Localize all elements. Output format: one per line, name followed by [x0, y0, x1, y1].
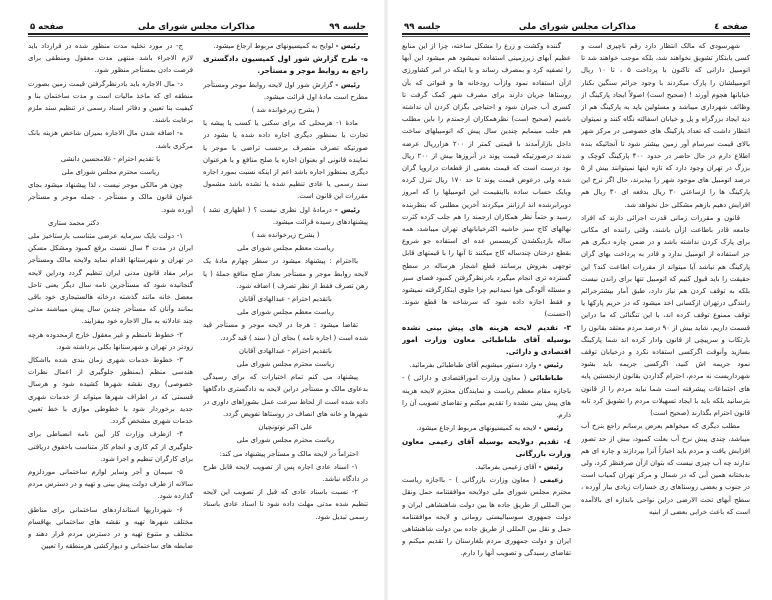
- speech-text: لایحه به کمیسیونهای مربوط ارجاع میشود.: [416, 424, 537, 433]
- body-paragraph: پیشنهاد می کنم تمام اختیارات که برای رسیدگی بدعاوی مالک و مستأجر دراین لایحه به دادگستری دادگاهها داده شده است از لحاظ سرعت عمل بشوراهای داوری در شهرها و خانه های انصاف در روستاها تفویض گردد.: [203, 373, 368, 418]
- centered-line: با تقدیم احترام - غلامحسین دانشی: [60, 154, 161, 163]
- body-paragraph: ۱- اسناد عادی اجاره پس از تصویب لایحه قابل طرح در دادگاه نباشد.: [203, 462, 368, 483]
- speaker-paragraph: [203, 204, 368, 228]
- running-title: مذاکرات مجلس شورای ملی: [518, 22, 637, 32]
- speaker-name: رئیس -: [538, 462, 563, 471]
- body-paragraph: مادهٔ ۱- هرمحلی که برای سکنی یا کسب یا پیشه یا تجارت یا بمنظور دیگری اجاره داده شده یا بشود در صورتیکه تصرف متصرف برحسب تراضی با موجر یا نماینده قانونی او بعنوان اجاره یا صلح منافع و یا هرعنوان دیگری بمنظور اجاره باشد اعم از اینکه نسبت بمورد اجاره سند رسمی یا عادی تنظیم شده یا نشده باشد مشمول مقررات این قانون است.: [203, 119, 368, 201]
- body-paragraph: ۵- سیمان و آجر وسایر لوازم ساختمانی موردلزوم سالانه از طرف دولت پیش بینی و تهیه و در دسترس مردم گذارده شود.: [28, 467, 193, 501]
- body-paragraph: مطلب دیگری که میخواهم بعرض برسانم راجع بنرخ آب میباشد، چندی پیش نرخ آب بعلت کمبود، بیش از حد تصور افزایش یافت و مردم باید اجباراً آنرا بپردازند و چاره ای هم ندارند چه آب چیزی نیست که بتوان ازآن صرفنظر کرد، ولی بدبختانه همین آبی که در شمال و مرکز تهران کمیاب است در جنوب و بعضی روستاهای ری خسارات زیادی ببار آورده ، سطح آبهای تحت الارضی دراین نواحی باندازه ای بالاآمده است که باعث خرابی بعضی از ابنیه: [581, 422, 750, 516]
- centered-line: ( بشرح زیرخوانده شد ): [251, 106, 320, 115]
- text-columns: [28, 40, 368, 592]
- centered-line: ریاست محترم مجلس شورای ملی: [236, 436, 335, 445]
- body-paragraph: ه- اضافه شدن مال الاجاره بمیزان شاخص هزینه بانک مرکزی باشد.: [28, 129, 193, 150]
- centered-line: ریاست محترم مجلس شورای ملی: [61, 168, 160, 177]
- centered-line: علی اکبر توتونچیان: [258, 423, 313, 432]
- text-columns: [402, 40, 750, 592]
- speaker-paragraph: [402, 474, 571, 559]
- page-header: [30, 18, 366, 32]
- body-paragraph: ۲- خطوط نامنظم و غیر معقول خارج ازمحدوده هرچه زودتر در تهران و شهرستانها بکلی برداشته شود.: [28, 330, 193, 351]
- running-title: مذاکرات مجلس شورای ملی: [137, 22, 256, 32]
- centered-line: ریاست معظم مجلس شورای ملی: [237, 244, 334, 253]
- body-paragraph: د- مال الاجاره باید بادرنظرگرفتن قیمت زمین بصورت منطقه ای که ماخذ مالیات است و مدت ساختمان بنا و کیفیت بنا تعیین و دفاتر اسناد رسمی در تنظیم سند ملزم برعایت باشند.: [28, 79, 193, 125]
- speaker-name: زعیمی: [539, 476, 563, 485]
- centered-line: باتقدیم احترام - عبدالهادی آقابان: [239, 295, 332, 304]
- page-gutter: [384, 0, 388, 600]
- speaker-paragraph: [402, 461, 571, 473]
- speaker-name: طباطبائی: [529, 374, 563, 383]
- speaker-name: رئیس -: [538, 361, 563, 370]
- speaker-paragraph: [402, 372, 571, 421]
- centered-line: باتقدیم احترام - عبدالهادی آقابان: [239, 346, 332, 355]
- body-paragraph: احتراماً در لایحه مالک و مستأجر پیشنهاد می کند:: [219, 449, 358, 458]
- body-paragraph: ۴- ازطرف وزارت کار آیین نامه انضباطی برای جلوگیری از کم کاری و انجام کار متناسب باحقوق دریافتی برای کارگران تنظیم و اجرا شود.: [28, 430, 193, 463]
- page-number: صفحه ۵: [30, 22, 64, 32]
- speech-text: درمادهٔ اول نظری نیست ؟ ( اظهاری نشد ) پیشنهادهای رسیده قرائت میشود.: [203, 205, 368, 226]
- speaker-paragraph: [203, 40, 368, 52]
- page-number: صفحه ٤: [714, 22, 748, 32]
- centered-line: ریاست محترم مجلس شورای ملی: [236, 360, 335, 369]
- agenda-heading: ٤- تقدیم دولایحه بوسیله آقای زعیمی معاون وزارت بازرگانی: [402, 436, 571, 458]
- body-paragraph: ۳- خطوط خدمات شهری زمان بندی شده بااشکال هندسی منظم (بمنظور جلوگیری از اعمال نظرات خصوصی) روی نقشه شهرها کشیده شود و هرسال قسمتی که در اطراف شهرها میتواند از خدمات شهری جدید برخوردار شود با خطوطی موازی با خط تعیین خدمات شهری مشخص گردد.: [28, 356, 193, 426]
- speaker-paragraph: [402, 422, 571, 434]
- speech-text: وارد دستور میشویم آقای طباطبائی بفرمائید.: [409, 361, 537, 370]
- session-label: جلسه ۹۹: [329, 22, 366, 32]
- speaker-name: رئیس -: [334, 205, 360, 214]
- speech-text: ( معاون وزارت بازرگانی ) - بااجازه ریاست محترم مجلس شورای ملی دولایحه موافقتنامه حمل ونقل بین المللی از طریق جاده ها بین دولت شاهنشاهی ایران و دولت جمهوری سوسیالیستی رومانی و لایحه موافقتنامه حمل و نقل بین المللی از طریق جاده بین دولت شاهنشاهی ایران و دولت جمهوری مردم بلغارستان را تقدیم میکنم و تقاضای رسیدگی و تصویب آنها را دارم.: [402, 476, 571, 558]
- page-header: [404, 18, 748, 32]
- page-4: [386, 0, 772, 600]
- body-paragraph: قانون و مقررات زمانی قدرت اجرائی دارند که افراد جامعه قادر باطاعت ازآن باشند، وقتی راننده ای مکانی برای پارک کردن نداشته باشد و در ضمن چاره دیگری هم جز استفاده از اتومبیل ندارد و قادر به پرداخت بهای گران پارکینگ هم نباشد آیا میتواند از مقررات اطاعت کند؟ این حقیقت را باید قبول کنیم که اتومبیل تنها برای راندن نیست بلکه به توقف کردن هم نیاز دارد، طبق آمار بیشترجرائم رانندگی درتهران ازکسانی اخذ میشود که در حریم پارکها یا توقف ممنوع توقف کرده اند، با این تنگنائی که ما دراین قسمت داریم، شاید بیش از ۹۰ درصد مردم معتقد بقانون را بارتکاب و سرپیچی از قانون وادار کرده اند شما پارکینگ بسازید وآنوقت اگرکسی استفاده نکرد و درخیابان توقف نمود جریمه اش کنید، اگرکسی جریمه باید بشود شهرداریست نه مردم، احترام گذاردن بقانون ازنخستین پایه های اجتماعات پیشرفته است شما نباید مردم را از قانون بترسانید بلکه باید با ایجاد تسهیلات مردم را تشویق کرد تابه قانون احترام بگذارند (صحیح است): [581, 213, 750, 418]
- speaker-name: رئیس -: [335, 80, 360, 89]
- speaker-paragraph: [402, 359, 571, 371]
- header-rule: [28, 33, 368, 35]
- column-right: [203, 40, 368, 592]
- agenda-heading: ۳- تقدیم لایحه هزینه های پیش بینی نشده بوسیله آقای طباطبائی معاون وزارت امور اقتصادی و دارائی.: [402, 322, 571, 357]
- agenda-heading: ه- طرح گزارش شور اول کمیسیون دادگستری راجع به روابط موجر و مستأجر.: [203, 54, 368, 76]
- body-paragraph: ج- در مورد تخلیه مدت منظور شده در قرارداد باید لازم الاجراء باشد منتهی مدت معقول ومنطقی برای فرصت دادن بمستأجر منظور شود.: [28, 42, 193, 75]
- body-paragraph: ۲- نسبت باسناد عادی که قبل از تصویب این لایحه تنظیم شده مدتی مهلت داده شود تا اسناد عادی باسناد رسمی تبدیل شود.: [203, 488, 368, 521]
- body-paragraph: ۶- شهرداریها استانداردهای ساختمانی برای مناطق مختلف شهرها تهیه و نقشه های ساختمانی بهاقسام مختلف و متنوع تهیه و در دسترس مردم قرار دهند و ضابطه های ساختمانی و دیوارکشی هرمنطقه را تعیین: [28, 505, 193, 551]
- speech-text: آقای زعیمی بفرمائید.: [475, 462, 537, 471]
- centered-line: ریاست معظم مجلس شورای ملی: [237, 308, 334, 317]
- signature-line: دکتر محمد ستاری: [48, 218, 100, 227]
- speaker-paragraph: [203, 79, 368, 103]
- body-paragraph: تقاضا میشود : هرجا در لایحه موجر و مستأجر قید شده است ( اجاره نامه ) بجای آن ( سند ) قید گردد.: [203, 321, 368, 342]
- speaker-name: رئیس -: [538, 424, 563, 433]
- body-paragraph: ۱- دولت بایک سرمایه عرضی متناسب بارستاخیز ملی ایران در مدت ۳ سال نسبت برفع کمبود ومشکل مسکن در تهران و شهرستانها اقدام نماید ولایحه مالک ومستأجر برابر مفاد قانون مدنی ایران تنظیم گردد ودراین لایحه گنجانیده شود که مستأجرین نامه سال دیگر یعنی تاحل معضل خانه مانند گذشته درخانه هالستیجاری خود باقی بمانند وآنان که مستأجر چندین سال پیش میباشند مدتی چند عادلانه به مال الاجاره خود بیفزایند.: [28, 232, 193, 326]
- body-paragraph: شهرسودی که مالک انتظار دارد رقم ناچیزی است و کسی بابتکار تشویق نخواهند شد، بلکه موجب خواهند شد تا اتومبیل دارانی که تاکنون با پرداخت ۵ ، تا ۱۰ ریال اتومبیلشان را پارک میکردند با وجود جرائم سنگین بکنار خیابانها هجوم آورند ! (صحیح است) اصولاً ایجاد پارکینگ از وظائف شهرداری میباشد و مسئولین باید به پارکینگ هم از دید ایجاد بزرگراه و پل و خیابان اسفالته نگاه کنند و نمیتوان انتظار داشت که تعداد پارکینگ های خصوصی در مرکز شهر بالای قیمت سرسام آور زمین بیشتر شود تا آنجائیکه بنده اطلاع دارم در حال حاضر در حدود ۴۰۰ پارکینگ کوچک و بزرگ در تهران وجود دارد که تازه اینها نمیتوانند بیش از ۵ درصد اتومبیل های موجود شهر را بپذیرند، حال اگر نرخ این پارکینگ ها را ازساعتی ۳۰ ریال بدفعه ای ۳۰ ریال هم افزایش دهیم بازهم مشکلی حل نخواهد شد.: [581, 42, 750, 209]
- speech-text: گزارش شور اول لایحه روابط موجر ومستأجر مطرح است مادهٔ اول قرائت میشود.: [203, 80, 368, 101]
- centered-line: ( بشرح زیرخوانده شد ): [251, 231, 320, 240]
- header-rule: [402, 33, 750, 35]
- body-paragraph: چون هر مالکی موجر نیست ، لذا پیشنهاد میشود بجای عنوان قانون مالک و مستأجر ، جمله موجر و مستأجر آورده شود.: [28, 181, 193, 214]
- speaker-name: رئیس -: [335, 42, 360, 50]
- body-paragraph: گننده وکشت و زرع را مشکل ساخته، چرا از این منابع عظیم آبهای زیرزمینی استفاده نمیشود هم میشود این آبها را تصفیه کرد و بمصرف رساند و یا اینکه در امر کشاورزی ازآن استفاده نمود وازآب رودخانه ها و قنواتی که بآن روستاها جریان دارند برای مصرف شهر کمک گرفت تا کسری آب جبران شود و احتیاجی بگران کردن آن نداشته باشیم (صحیح است) نظرهمکاران ارجمندم را باین مطلب هم جلب مینمایم چندین سال پیش که اتومبیلهای ساخت داخل بازارآمدند با قیمتی کمتر از ۲۰۰ هزارریال عرضه شدند درصورتیکه قیمت پوند در آنروزها بیش از ۲۰۰ ریال بود درست است که قیمت بعضی از قطعات دراروپا گران شده ولی درعوض قیمت پوند تا حد ۱۷۰ ریال تنزل کرده وبایک حساب ساده بااینقیمت این اتومبیلها را که امروز دوبرابرشده اند ارزانتر میکردند آخرین مطلبی که بنظربنده رسید و حتماً نظر همکاران ارجمند را هم جلب کرده کثرت نهالهای کاج سبز حاشیه اکثرخیابانهای تهران میباشد، همه ساله بازدیکشدن کریسمس عده ای استفاده جو شروع بقطع درختان چندساله کاج میکنند تا آنها را با قیمتهای قابل توجهی بفروش برسانند قطع اشجار هرساله در سطح گسترده تری انجام میگیرد بادرنظرگرفتن کمبود فضای سبز و مسئله آلودگی هوا نمیدانیم چرا جلوی اینکارگرفته نمیشود و فقط اجازه داده شود که سرشاخه ها قطع شوند. (احسنت): [402, 42, 571, 319]
- column-right: [581, 40, 750, 592]
- column-left: [402, 40, 571, 592]
- session-label: جلسه ۹۹: [404, 22, 441, 32]
- body-paragraph: بااحترام : پیشنهاد میشود در سطر چهارم مادهٔ یک لایحه روابط موجر و مستأجر بعداز صلح منافع جملهٔ ( یا رهن تصرف فقط از نظر تصرف ) اضافه شود.: [203, 257, 368, 290]
- column-left: [28, 40, 193, 592]
- speech-text: ( معاون وزارت اموراقتصادی و دارائی ) - باجازه مقام معظم ریاست و نمایندگان محترم لایحه هزینه های پیش بینی نشده را تقدیم میکنم و تقاضای تصویب آن را دارم.: [402, 374, 571, 420]
- speech-text: لوایح به کمیسیونهای مربوط ارجاع میشود.: [213, 42, 334, 50]
